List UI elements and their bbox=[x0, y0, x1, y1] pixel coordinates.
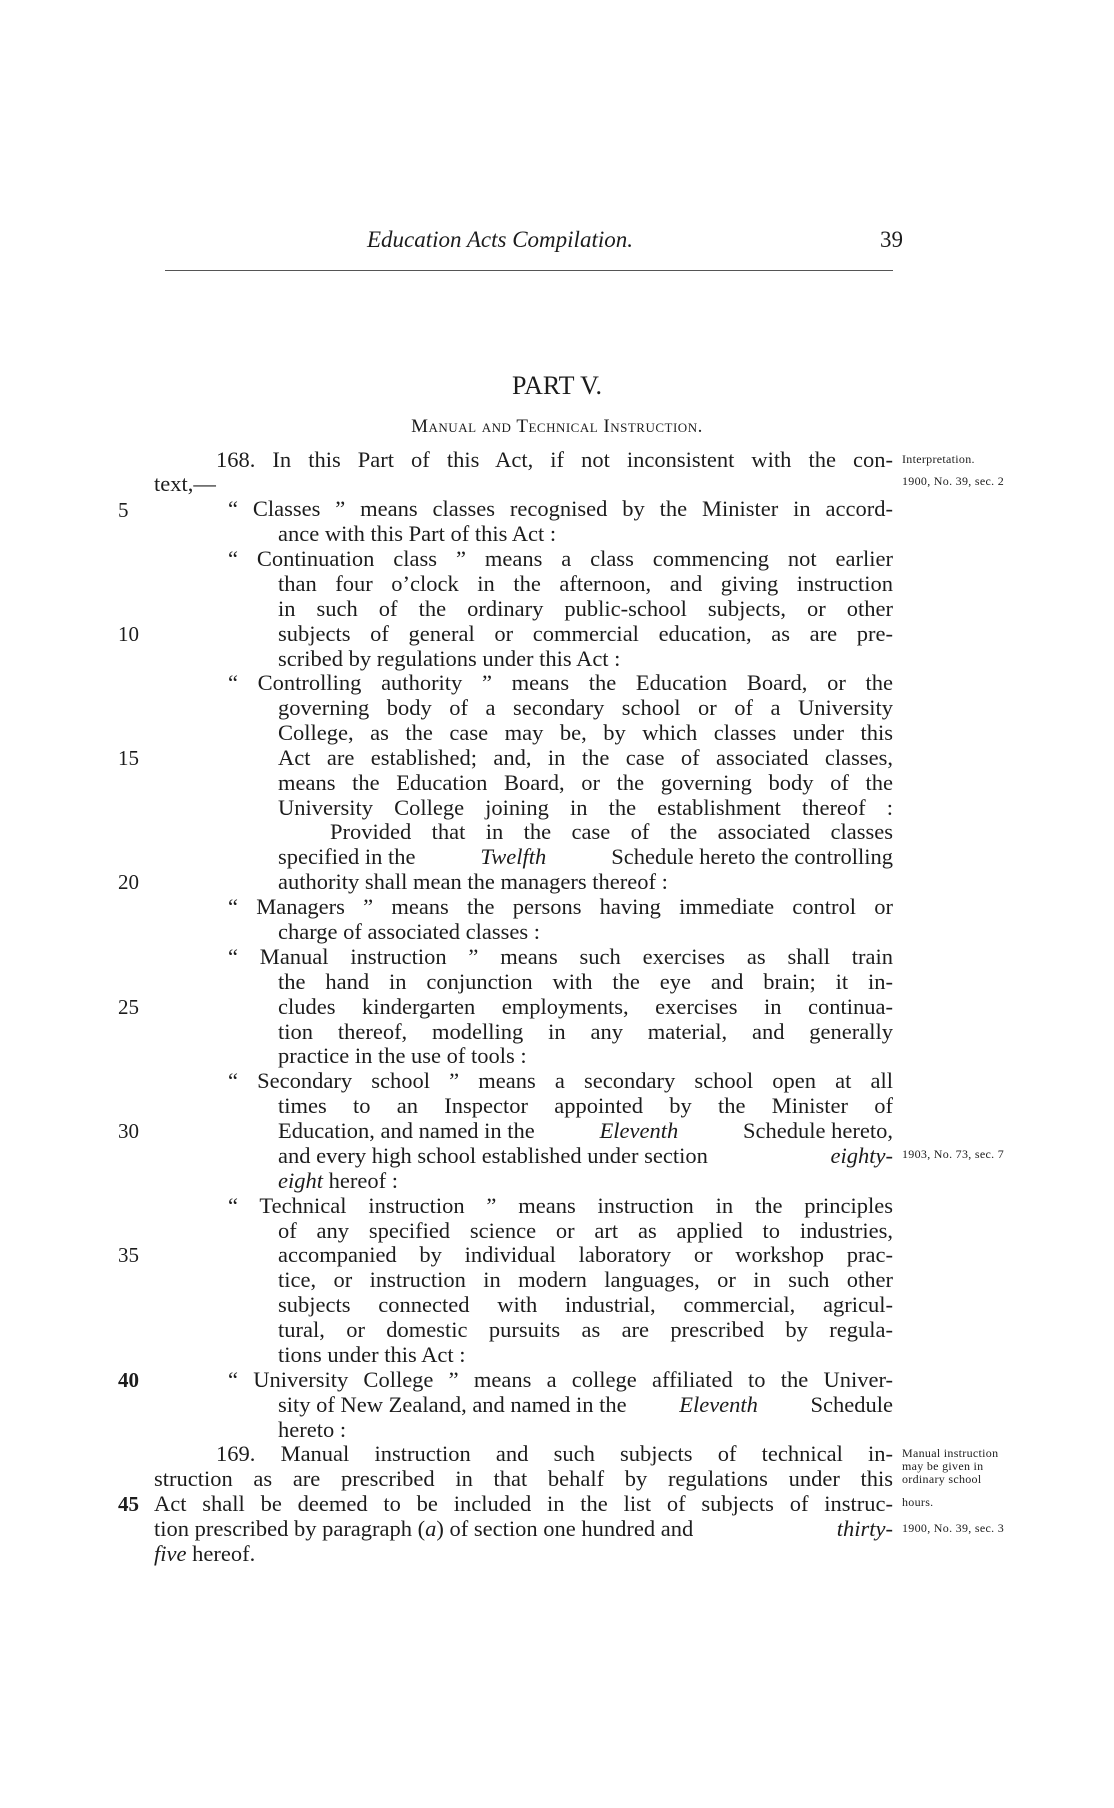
margin-note: Interpretation. bbox=[902, 452, 975, 466]
schedule-reference: Eleventh bbox=[599, 1118, 679, 1143]
text-line: than four o’clock in the afternoon, and giving instruction bbox=[278, 571, 893, 596]
text-line: accompanied by individual laboratory or workshop prac- bbox=[278, 1242, 893, 1267]
text-line bbox=[278, 1143, 893, 1168]
text-line: of any specified science or art as applied to industries, bbox=[278, 1218, 893, 1243]
text-run bbox=[154, 1516, 693, 1541]
text-line bbox=[278, 844, 893, 869]
section-reference: eighty- bbox=[830, 1143, 893, 1168]
page-number: 39 bbox=[880, 227, 903, 252]
text-line: “ Controlling authority ” means the Education Board, or the bbox=[228, 670, 893, 695]
text-line: subjects of general or commercial education, as are pre- bbox=[278, 621, 893, 646]
text-line: practice in the use of tools : bbox=[278, 1043, 527, 1068]
text-line: the hand in conjunction with the eye and brain; it in- bbox=[278, 969, 893, 994]
text-line: “ University College ” means a college affiliated to the Univer- bbox=[228, 1367, 893, 1392]
line-number: 45 bbox=[118, 1492, 139, 1516]
margin-note: 1900, No. 39, sec. 3 bbox=[902, 1521, 1004, 1535]
line-number: 10 bbox=[118, 622, 139, 646]
schedule-reference: Twelfth bbox=[480, 844, 547, 869]
text-run: and every high school established under section bbox=[278, 1143, 708, 1168]
text-line: University College joining in the establishment thereof : bbox=[278, 795, 893, 820]
text-line: “ Manual instruction ” means such exercises as shall train bbox=[228, 944, 893, 969]
text-line: struction as are prescribed in that behalf by regulations under this bbox=[154, 1466, 893, 1491]
text-run: Education, and named in the bbox=[278, 1118, 535, 1143]
text-line: means the Education Board, or the governing body of the bbox=[278, 770, 893, 795]
margin-note: Manual instruction bbox=[902, 1446, 999, 1460]
margin-note: may be given in bbox=[902, 1459, 984, 1473]
text-line: governing body of a secondary school or of a University bbox=[278, 695, 893, 720]
line-number: 40 bbox=[118, 1368, 139, 1392]
line-number: 25 bbox=[118, 995, 139, 1019]
text-run: ) of section one hundred and bbox=[436, 1516, 694, 1541]
text-line: “ Technical instruction ” means instruction in the principles bbox=[228, 1193, 893, 1218]
text-line: 169. Manual instruction and such subjects of technical in- bbox=[216, 1441, 893, 1466]
margin-note: 1903, No. 73, sec. 7 bbox=[902, 1147, 1004, 1161]
text-line: “ Managers ” means the persons having immediate control or bbox=[228, 894, 893, 919]
text-line bbox=[154, 1516, 893, 1541]
text-run: Schedule hereto, bbox=[743, 1118, 893, 1143]
text-run: Schedule bbox=[810, 1392, 893, 1417]
text-run: tion prescribed by paragraph ( bbox=[154, 1516, 426, 1541]
margin-note: ordinary school bbox=[902, 1472, 982, 1486]
text-line: ance with this Part of this Act : bbox=[278, 521, 557, 546]
text-line: tural, or domestic pursuits as are prescribed by regula- bbox=[278, 1317, 893, 1342]
section-reference: five bbox=[154, 1541, 187, 1566]
text-line: in such of the ordinary public-school subjects, or other bbox=[278, 596, 893, 621]
text-line: “ Classes ” means classes recognised by the Minister in accord- bbox=[228, 496, 893, 521]
paragraph-reference: a bbox=[425, 1516, 437, 1541]
text-run: hereof. bbox=[192, 1541, 256, 1566]
text-line: scribed by regulations under this Act : bbox=[278, 646, 621, 671]
text-line: Act are established; and, in the case of associated classes, bbox=[278, 745, 893, 770]
line-number: 15 bbox=[118, 746, 139, 770]
text-line: authority shall mean the managers thereof : bbox=[278, 869, 668, 894]
text-line: “ Continuation class ” means a class commencing not earlier bbox=[228, 546, 893, 571]
text-line: 168. In this Part of this Act, if not inconsistent with the con- bbox=[216, 447, 893, 472]
text-line: tion thereof, modelling in any material, and generally bbox=[278, 1019, 893, 1044]
header-rule bbox=[165, 270, 893, 271]
text-line: text,— bbox=[154, 471, 216, 496]
line-number: 35 bbox=[118, 1243, 139, 1267]
text-line: charge of associated classes : bbox=[278, 919, 540, 944]
part-subtitle: Manual and Technical Instruction. bbox=[411, 416, 703, 437]
text-line: cludes kindergarten employments, exercises in continua- bbox=[278, 994, 893, 1019]
text-line: times to an Inspector appointed by the Minister of bbox=[278, 1093, 893, 1118]
schedule-reference: Eleventh bbox=[679, 1392, 758, 1417]
section-reference: thirty- bbox=[836, 1516, 893, 1541]
line-number: 5 bbox=[118, 498, 129, 522]
text-line bbox=[154, 1541, 255, 1566]
running-header-title: Education Acts Compilation. bbox=[367, 227, 633, 252]
text-run: specified in the bbox=[278, 844, 416, 869]
text-line: College, as the case may be, by which classes under this bbox=[278, 720, 893, 745]
section-reference: eight bbox=[278, 1168, 323, 1193]
margin-note: hours. bbox=[902, 1495, 934, 1509]
text-run: hereof : bbox=[328, 1168, 398, 1193]
text-line bbox=[278, 1118, 893, 1143]
text-line: “ Secondary school ” means a secondary school open at all bbox=[228, 1068, 893, 1093]
line-number: 30 bbox=[118, 1119, 139, 1143]
text-run: Schedule hereto the controlling bbox=[611, 844, 893, 869]
text-line: hereto : bbox=[278, 1417, 347, 1442]
text-run: sity of New Zealand, and named in the bbox=[278, 1392, 627, 1417]
text-line: Act shall be deemed to be included in the list of subjects of instruc- bbox=[154, 1491, 893, 1516]
line-number: 20 bbox=[118, 870, 139, 894]
part-title: PART V. bbox=[512, 371, 602, 400]
text-line: Provided that in the case of the associated classes bbox=[330, 819, 893, 844]
text-line: tions under this Act : bbox=[278, 1342, 466, 1367]
text-line bbox=[278, 1392, 893, 1417]
text-line: subjects connected with industrial, commercial, agricul- bbox=[278, 1292, 893, 1317]
margin-note: 1900, No. 39, sec. 2 bbox=[902, 474, 1004, 488]
text-line: tice, or instruction in modern languages, or in such other bbox=[278, 1267, 893, 1292]
text-line bbox=[278, 1168, 398, 1193]
